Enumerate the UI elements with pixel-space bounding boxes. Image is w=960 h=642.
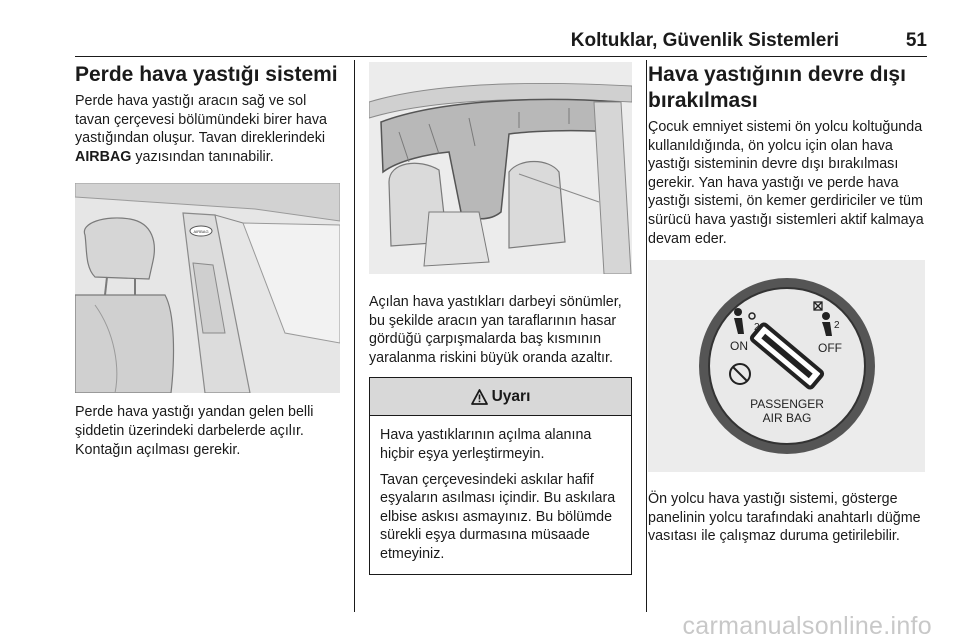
warning-paragraph: Tavan çerçevesindeki askılar hafif eşyaların asılması içindir. Bu askılara elbise askısı asmayınız. Bu bölümde sürekli eşya durmasına müsaade etmeyiniz. xyxy=(380,471,616,562)
deployed-airbag-illustration xyxy=(369,62,632,274)
svg-text:2: 2 xyxy=(754,322,760,334)
figure-passenger-airbag-switch xyxy=(648,260,925,472)
svg-text:2: 2 xyxy=(834,320,840,332)
pillar-illustration xyxy=(75,183,340,393)
intro-paragraph: Perde hava yastığı aracın sağ ve sol tavan çerçevesi bölümündeki birer hava yastığından oluşur. Tavan direklerindeki AIRBAG yazısından tanınabilir. xyxy=(75,93,327,165)
warning-header xyxy=(370,378,631,416)
column-divider-left xyxy=(354,60,355,612)
caption-curtain-deploy: Perde hava yastığı yandan gelen belli şiddetin üzerindeki darbelerde açılır. Kontağın açılması gerekir. xyxy=(75,404,314,458)
header-rule xyxy=(75,56,927,57)
switch-off-label: OFF xyxy=(818,341,842,356)
watermark-url: carmanualsonline.info xyxy=(682,612,932,640)
caption-airbag-switch: Ön yolcu hava yastığı sistemi, gösterge panelinin yolcu tarafındaki anahtarlı düğme vasıtası ile çalışmaz duruma getirilebilir. xyxy=(648,491,921,545)
airbag-bold-label: AIRBAG xyxy=(75,148,132,165)
pillar-airbag-badge: AIRBAG xyxy=(193,229,209,235)
page-number: 51 xyxy=(905,30,927,51)
header-title: Koltuklar, Güvenlik Sistemleri xyxy=(570,30,839,51)
warning-triangle-icon xyxy=(471,389,488,405)
column-curtain-airbag xyxy=(75,62,340,459)
warning-box xyxy=(369,377,632,574)
switch-on-label: ON xyxy=(730,339,748,354)
column-deployed-airbag xyxy=(369,62,632,575)
page-header xyxy=(75,30,927,55)
warning-body xyxy=(370,416,631,573)
column-divider-right xyxy=(646,60,647,612)
caption-deployed-airbag: Açılan hava yastıkları darbeyi sönümler, bu şekilde aracın yan taraflarının hasar gördüğü çarpışmalarda baş kısmının yaralanma riskini büyük oranda azaltır. xyxy=(369,294,622,366)
warning-paragraph: Hava yastıklarının açılma alanına hiçbir eşya yerleştirmeyin. xyxy=(380,427,592,462)
figure-deployed-curtain-airbag xyxy=(369,62,632,274)
column-airbag-deactivation xyxy=(648,62,928,546)
warning-title: Uyarı xyxy=(491,387,531,405)
switch-airbag-label: AIR BAG xyxy=(762,411,812,426)
switch-passenger-label: PASSENGER xyxy=(750,397,824,412)
figure-airbag-pillar xyxy=(75,183,340,393)
airbag-switch-illustration xyxy=(648,260,925,472)
section-heading-deactivation: Hava yastığının devre dışı bırakılması xyxy=(648,63,906,112)
deactivation-body: Çocuk emniyet sistemi ön yolcu koltuğunda kullanıldığında, ön yolcu için olan hava yastığı sisteminin devre dışı bırakılması gerekir. Yan hava yastığı ve perde hava yastığı sistemi, ön kemer gerdiriciler ve tüm sürücü hava yastığı sistemleri aktif kalmaya devam eder. xyxy=(648,119,924,247)
section-heading-curtain-airbag: Perde hava yastığı sistemi xyxy=(75,63,338,86)
